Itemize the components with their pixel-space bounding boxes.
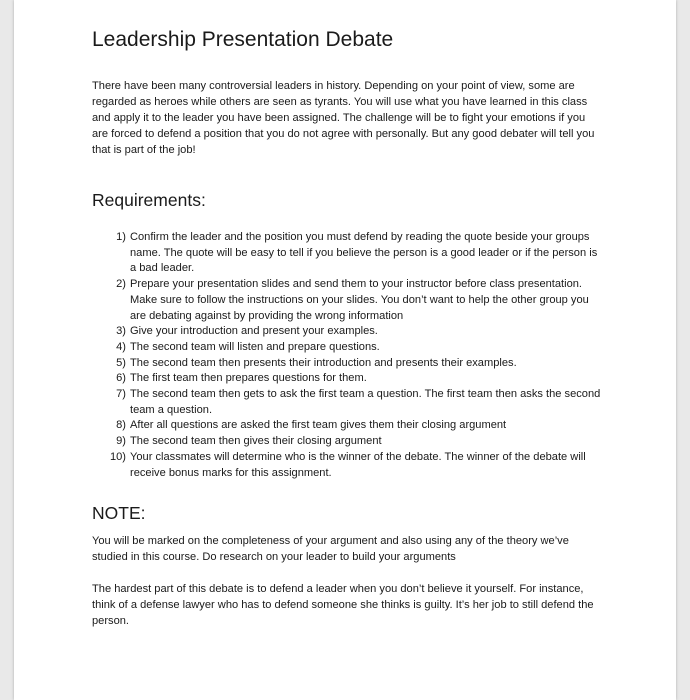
- list-item-text: Your classmates will determine who is the winner of the debate. The winner of the debate will receive bonus marks for this assignment.: [130, 450, 586, 479]
- page-title: Leadership Presentation Debate: [92, 28, 394, 51]
- list-item-text: The first team then prepares questions for them.: [130, 372, 367, 385]
- list-item: [106, 277, 604, 324]
- list-item: [106, 324, 604, 340]
- list-item: [106, 418, 604, 434]
- requirements-list: [92, 230, 604, 481]
- note-paragraph-1: You will be marked on the completeness of your argument and also using any of the theory we’ve studied in this course. Do research on your leader to build your arguments: [92, 535, 569, 564]
- list-item: [106, 371, 604, 387]
- document-page: [14, 0, 676, 700]
- list-item-text: Prepare your presentation slides and send them to your instructor before class presentation. Make sure to follow the instructions on your slides. You don’t want to help the other group you are debating against by providing the wrong information: [130, 278, 589, 322]
- list-item-number: 4): [116, 340, 126, 353]
- note-heading: NOTE:: [92, 503, 146, 524]
- list-item-number: 5): [116, 356, 126, 369]
- list-item-text: The second team then gives their closing argument: [130, 435, 382, 448]
- list-item-text: The second team will listen and prepare questions.: [130, 340, 380, 353]
- list-item-number: 7): [116, 388, 126, 401]
- list-item: [106, 230, 604, 277]
- list-item-number: 10): [109, 450, 126, 463]
- list-item-number: 2): [116, 278, 126, 291]
- document-content: [92, 24, 604, 629]
- list-item-number: 9): [116, 435, 126, 448]
- list-item-number: 6): [116, 372, 126, 385]
- list-item-text: Confirm the leader and the position you must defend by reading the quote beside your groups name. The quote will be easy to tell if you believe the person is a good leader or if the person is a bad leader.: [130, 231, 598, 275]
- requirements-heading: Requirements:: [92, 190, 206, 210]
- list-item-number: 3): [116, 325, 126, 338]
- list-item-text: The second team then presents their introduction and presents their examples.: [130, 356, 517, 369]
- list-item: [106, 340, 604, 356]
- list-item: [106, 356, 604, 372]
- list-item: [106, 387, 604, 418]
- list-item-text: The second team then gets to ask the first team a question. The first team then asks the second team a question.: [130, 388, 601, 416]
- list-item-text: Give your introduction and present your examples.: [130, 325, 378, 338]
- list-item-number: 8): [116, 419, 126, 432]
- intro-paragraph: There have been many controversial leaders in history. Depending on your point of view, some are regarded as heroes while others are seen as tyrants. You will use what you have learned in this class and apply it to the leader you have been assigned. The challenge will be to fight your emotions if you are forced to defend a position that you do not agree with personally. But any good debater will tell you that is part of the job!: [92, 80, 595, 156]
- note-paragraph-2: The hardest part of this debate is to defend a leader when you don’t believe it yourself. For instance, think of a defense lawyer who has to defend someone she thinks is guilty. It’s her job to still defend the person.: [92, 583, 594, 628]
- list-item-number: 1): [116, 231, 126, 243]
- list-item: [106, 450, 604, 481]
- list-item: [106, 434, 604, 450]
- list-item-text: After all questions are asked the first team gives them their closing argument: [130, 419, 507, 432]
